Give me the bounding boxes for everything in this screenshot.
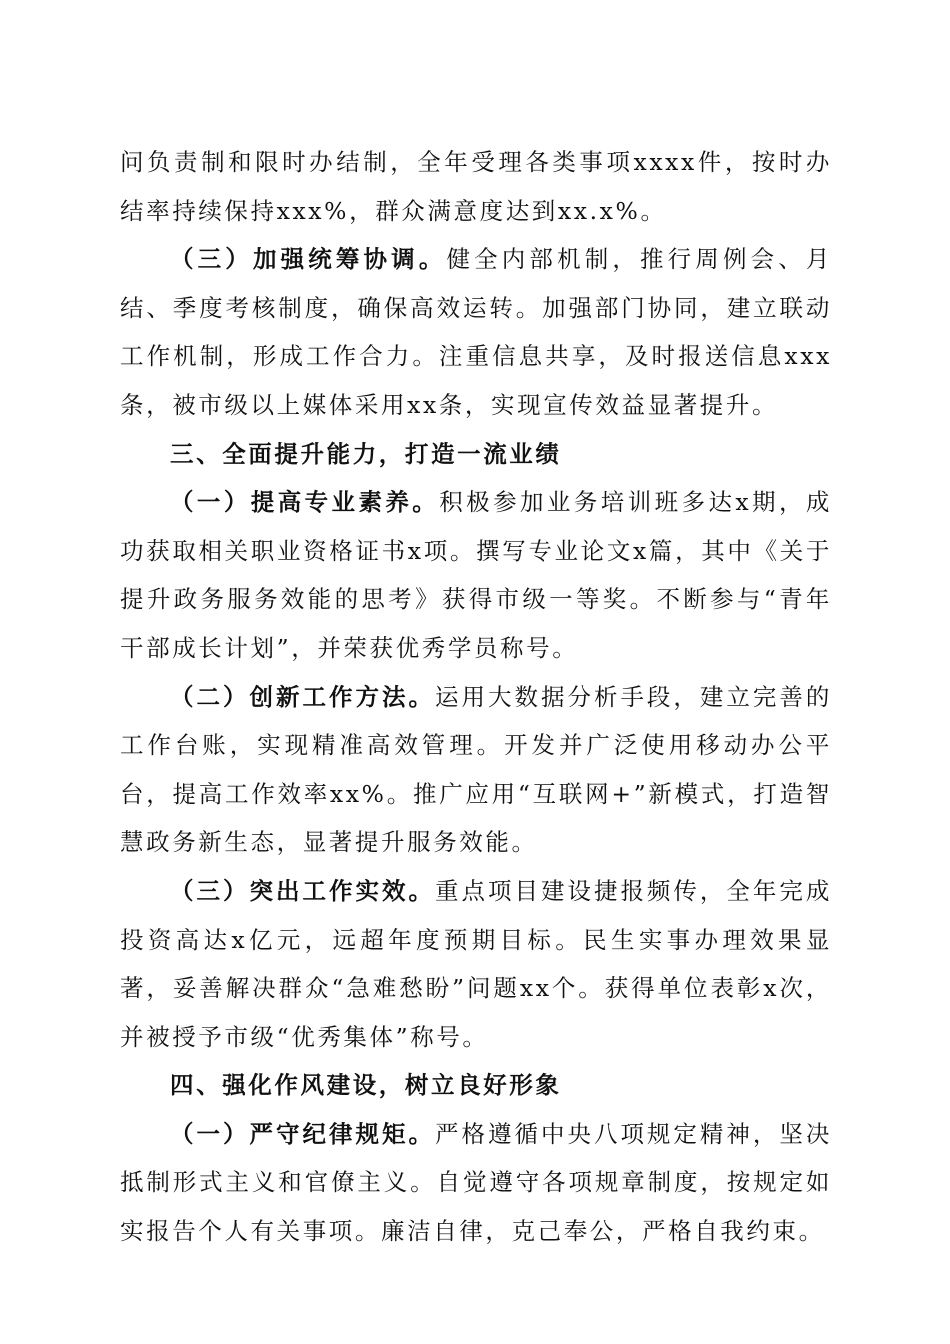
paragraph-results [120,867,832,1061]
paragraph-coordination [120,235,832,429]
paragraph-text: 问负责制和限时办结制，全年受理各类事项xxxx件，按时办结率持续保持xxx%，群众满意度达到xx.x%。 [120,148,832,225]
section-heading-4: 四、强化作风建设，树立良好形象 [170,1071,562,1100]
paragraph-lead: （三）突出工作实效。 [170,876,435,905]
paragraph-continuation [120,138,832,235]
paragraph-text: 健全内部机制，推行周例会、月结、季度考核制度，确保高效运转。加强部门协同，建立联动工作机制，形成工作合力。注重信息共享，及时报送信息xxx条，被市级以上媒体采用xx条，实现宣传效益显著提升。 [120,245,833,419]
paragraph-innovation [120,673,832,867]
paragraph-text: 重点项目建设捷报频传，全年完成投资高达x亿元，远超年度预期目标。民生实事办理效果显著，妥善解决群众“急难愁盼”问题xx个。获得单位表彰x次，并被授予市级“优秀集体”称号。 [120,876,833,1051]
paragraph-lead: （一）提高专业素养。 [170,488,440,517]
paragraph-professional-quality [120,478,832,672]
document-body [120,138,832,1256]
paragraph-text: 积极参加业务培训班多达x期，成功获取相关职业资格证书x项。撰写专业论文x篇，其中《关于提升政务服务效能的思考》获得市级一等奖。不断参与“青年干部成长计划”，并荣获优秀学员称号。 [120,488,832,662]
paragraph-lead: （一）严守纪律规矩。 [170,1119,435,1148]
paragraph-text: 运用大数据分析手段，建立完善的工作台账，实现精准高效管理。开发并广泛使用移动办公平台，提高工作效率xx%。推广应用“互联网+”新模式，打造智慧政务新生态，显著提升服务效能。 [120,682,833,857]
paragraph-lead: （二）创新工作方法。 [170,682,435,711]
paragraph-text: 严格遵循中央八项规定精神，坚决抵制形式主义和官僚主义。自觉遵守各项规章制度，按规定如实报告个人有关事项。廉洁自律，克己奉公，严格自我约束。 [120,1119,833,1246]
section-heading-3: 三、全面提升能力，打造一流业绩 [170,439,562,468]
paragraph-lead: （三）加强统筹协调。 [170,245,447,274]
paragraph-discipline [120,1110,832,1256]
